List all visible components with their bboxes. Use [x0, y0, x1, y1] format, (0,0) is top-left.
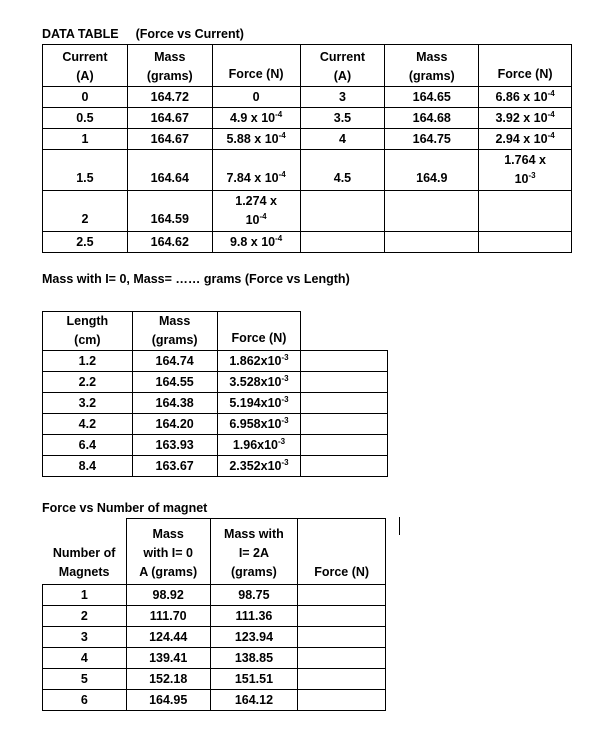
text-cursor	[399, 517, 400, 535]
cell-length: 6.4	[43, 435, 133, 456]
cell-force: 6.86 x $10^{-4}$	[479, 87, 572, 108]
cell-force: 2.94 x $10^{-4}$	[479, 129, 572, 150]
cell-force: 9.8 x $10^{-4}$	[212, 232, 300, 253]
table3-title: Force vs Number of magnet	[42, 501, 208, 515]
table-header-row	[43, 45, 572, 87]
table-row	[43, 150, 572, 191]
cell-current: 2	[43, 191, 128, 232]
cell-current: 2.5	[43, 232, 128, 253]
cell-current: 3	[300, 87, 385, 108]
empty-cell	[301, 435, 388, 456]
table-header-row	[43, 519, 386, 585]
header-current: Current (A)	[43, 45, 128, 87]
header-mass-i2: Mass with I= 2A (grams)	[210, 519, 298, 585]
table-row	[43, 87, 572, 108]
cell-mass-i2: 151.51	[210, 669, 298, 690]
cell-length: 1.2	[43, 351, 133, 372]
cell-force: 7.84 x $10^{-4}$	[212, 150, 300, 191]
cell-current: 0	[43, 87, 128, 108]
header-mass: Mass (grams)	[385, 45, 479, 87]
header-number-of-magnets: Number of Magnets	[43, 519, 127, 585]
table-row	[43, 393, 388, 414]
cell-mass-i0: 124.44	[126, 627, 210, 648]
cell-mass: 164.59	[127, 191, 212, 232]
table-row	[43, 435, 388, 456]
force-vs-current-table	[42, 44, 572, 253]
table-row	[43, 351, 388, 372]
cell-force	[298, 648, 386, 669]
empty-cell	[301, 456, 388, 477]
cell-mass-i2: 138.85	[210, 648, 298, 669]
cell-number: 6	[43, 690, 127, 711]
table-row	[43, 191, 572, 232]
header-mass: Mass (grams)	[127, 45, 212, 87]
cell-current: 1	[43, 129, 128, 150]
cell-number: 2	[43, 606, 127, 627]
cell-mass: 164.74	[132, 351, 217, 372]
empty-cell	[301, 393, 388, 414]
cell-mass-i0: 111.70	[126, 606, 210, 627]
force-vs-length-table	[42, 311, 388, 477]
table-row	[43, 232, 572, 253]
cell-force: $3.528x10^{-3}$	[217, 372, 301, 393]
cell-mass-i2: 123.94	[210, 627, 298, 648]
table1-title: DATA TABLE	[42, 27, 119, 41]
cell-mass: 164.20	[132, 414, 217, 435]
cell-mass: 164.9	[385, 150, 479, 191]
mass-note: Mass with I= 0, Mass= …… grams (Force vs Length)	[42, 272, 350, 286]
cell-mass: 164.55	[132, 372, 217, 393]
cell-number: 1	[43, 585, 127, 606]
cell-mass: 163.67	[132, 456, 217, 477]
cell-mass-i0: 139.41	[126, 648, 210, 669]
cell-force: 5.88 x $10^{-4}$	[212, 129, 300, 150]
cell-force	[298, 690, 386, 711]
cell-mass: 164.67	[127, 108, 212, 129]
cell-force: 4.9 x $10^{-4}$	[212, 108, 300, 129]
empty-cell	[301, 414, 388, 435]
cell-current: 0.5	[43, 108, 128, 129]
header-mass: Mass (grams)	[132, 312, 217, 351]
header-force: Force (N)	[217, 312, 301, 351]
cell-force	[298, 606, 386, 627]
cell-mass: 164.75	[385, 129, 479, 150]
header-current: Current (A)	[300, 45, 385, 87]
cell-force: $6.958x10^{-3}$	[217, 414, 301, 435]
cell-force: $1.96x10^{-3}$	[217, 435, 301, 456]
table-row	[43, 585, 386, 606]
table-row	[43, 414, 388, 435]
header-force: Force (N)	[298, 519, 386, 585]
cell-force	[298, 585, 386, 606]
cell-mass-i0: 98.92	[126, 585, 210, 606]
table-row	[43, 690, 386, 711]
cell-force: 0	[212, 87, 300, 108]
header-mass-i0: Mass with I= 0 A (grams)	[126, 519, 210, 585]
cell-force	[298, 627, 386, 648]
cell-mass-i0: 164.95	[126, 690, 210, 711]
cell-number: 3	[43, 627, 127, 648]
cell-mass	[385, 232, 479, 253]
cell-mass-i0: 152.18	[126, 669, 210, 690]
cell-force: 1.274 x $10^{-4}$	[212, 191, 300, 232]
table1-heading	[42, 27, 244, 41]
header-force: Force (N)	[479, 45, 572, 87]
empty-cell	[301, 351, 388, 372]
cell-force: 1.764 x $10^{-3}$	[479, 150, 572, 191]
cell-length: 3.2	[43, 393, 133, 414]
cell-length: 4.2	[43, 414, 133, 435]
cell-current: 1.5	[43, 150, 128, 191]
empty-cell	[301, 372, 388, 393]
table-row	[43, 372, 388, 393]
cell-mass: 164.72	[127, 87, 212, 108]
table-header-row	[43, 312, 388, 351]
table-row	[43, 648, 386, 669]
empty-cell	[301, 312, 388, 351]
table-row	[43, 669, 386, 690]
cell-mass: 163.93	[132, 435, 217, 456]
cell-force	[298, 669, 386, 690]
cell-mass: 164.38	[132, 393, 217, 414]
header-length: Length (cm)	[43, 312, 133, 351]
cell-current	[300, 232, 385, 253]
table-row	[43, 627, 386, 648]
cell-number: 5	[43, 669, 127, 690]
cell-length: 2.2	[43, 372, 133, 393]
cell-length: 8.4	[43, 456, 133, 477]
header-force: Force (N)	[212, 45, 300, 87]
cell-number: 4	[43, 648, 127, 669]
table1-subtitle: (Force vs Current)	[135, 27, 244, 41]
cell-mass: 164.67	[127, 129, 212, 150]
cell-mass: 164.62	[127, 232, 212, 253]
cell-mass	[385, 191, 479, 232]
cell-current	[300, 191, 385, 232]
table-row	[43, 108, 572, 129]
force-vs-magnets-table	[42, 518, 386, 711]
cell-current: 4.5	[300, 150, 385, 191]
table-row	[43, 456, 388, 477]
cell-force: $5.194x10^{-3}$	[217, 393, 301, 414]
cell-mass-i2: 164.12	[210, 690, 298, 711]
cell-mass: 164.68	[385, 108, 479, 129]
cell-current: 3.5	[300, 108, 385, 129]
table-row	[43, 606, 386, 627]
cell-force: $1.862x10^{-3}$	[217, 351, 301, 372]
cell-force: $2.352x10^{-3}$	[217, 456, 301, 477]
cell-mass: 164.64	[127, 150, 212, 191]
cell-force	[479, 191, 572, 232]
cell-force: 3.92 x $10^{-4}$	[479, 108, 572, 129]
cell-mass: 164.65	[385, 87, 479, 108]
cell-force	[479, 232, 572, 253]
table-row	[43, 129, 572, 150]
cell-mass-i2: 98.75	[210, 585, 298, 606]
cell-mass-i2: 111.36	[210, 606, 298, 627]
cell-current: 4	[300, 129, 385, 150]
